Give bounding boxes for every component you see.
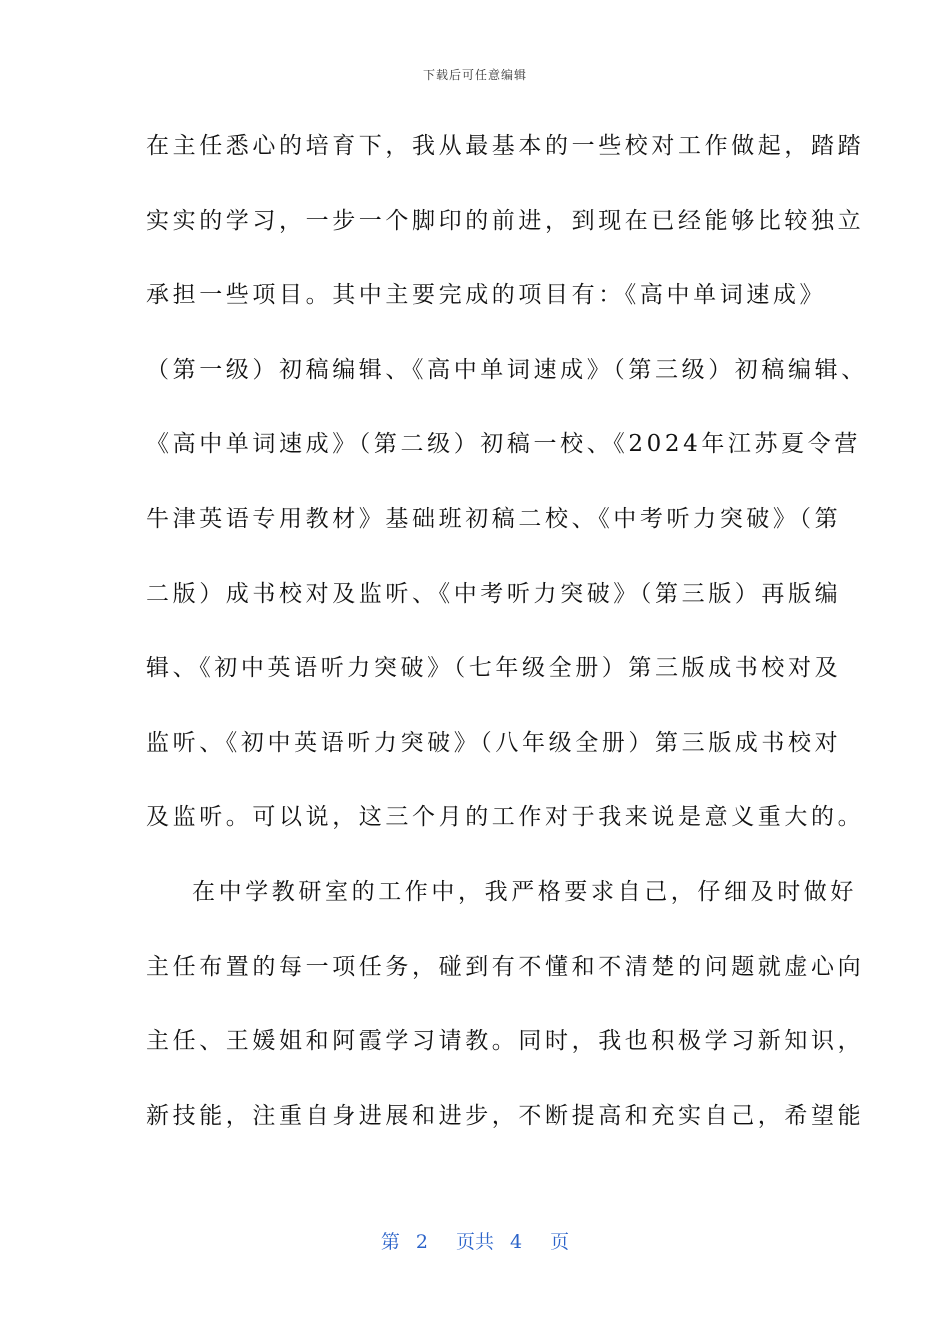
page-footer xyxy=(0,1227,950,1254)
text-line: 牛津英语专用教材》基础班初稿二校、《中考听力突破》（第 xyxy=(146,505,842,532)
text-line: 监听、《初中英语听力突破》（八年级全册）第三版成书校对 xyxy=(146,729,842,756)
text-line: 新技能，注重自身进展和进步，不断提高和充实自己，希望能 xyxy=(146,1102,865,1129)
footer-prefix: 第 xyxy=(380,1231,400,1253)
text-line: （第一级）初稿编辑、《高中单词速成》（第三级）初稿编辑、 xyxy=(146,356,868,383)
text-line: 实实的学习，一步一个脚印的前进，到现在已经能够比较独立 xyxy=(146,207,865,234)
text-line: 及监听。可以说，这三个月的工作对于我来说是意义重大的。 xyxy=(146,804,865,831)
text-line: 辑、《初中英语听力突破》（七年级全册）第三版成书校对及 xyxy=(146,655,842,682)
footer-middle: 页共 xyxy=(455,1231,494,1253)
text-line: 主任布置的每一项任务，碰到有不懂和不清楚的问题就虚心向 xyxy=(146,953,865,980)
footer-suffix: 页 xyxy=(550,1231,570,1253)
text-line: 在中学教研室的工作中，我严格要求自己，仔细及时做好 xyxy=(192,878,857,905)
text-line: 主任、王媛姐和阿霞学习请教。同时，我也积极学习新知识， xyxy=(146,1028,865,1055)
page-header: 下载后可任意编辑 xyxy=(422,68,527,82)
current-page-number: 2 xyxy=(415,1231,428,1253)
total-pages-number: 4 xyxy=(510,1231,523,1253)
text-line: 二版）成书校对及监听、《中考听力突破》（第三版）再版编 xyxy=(146,580,842,607)
document-body xyxy=(146,121,868,1165)
text-line: 在主任悉心的培育下，我从最基本的一些校对工作做起，踏踏 xyxy=(146,133,865,159)
text-line: 承担一些项目。其中主要完成的项目有：《高中单词速成》 xyxy=(146,282,827,309)
text-line: 《高中单词速成》（第二级）初稿一校、《2024年江苏夏令营 xyxy=(146,431,861,458)
